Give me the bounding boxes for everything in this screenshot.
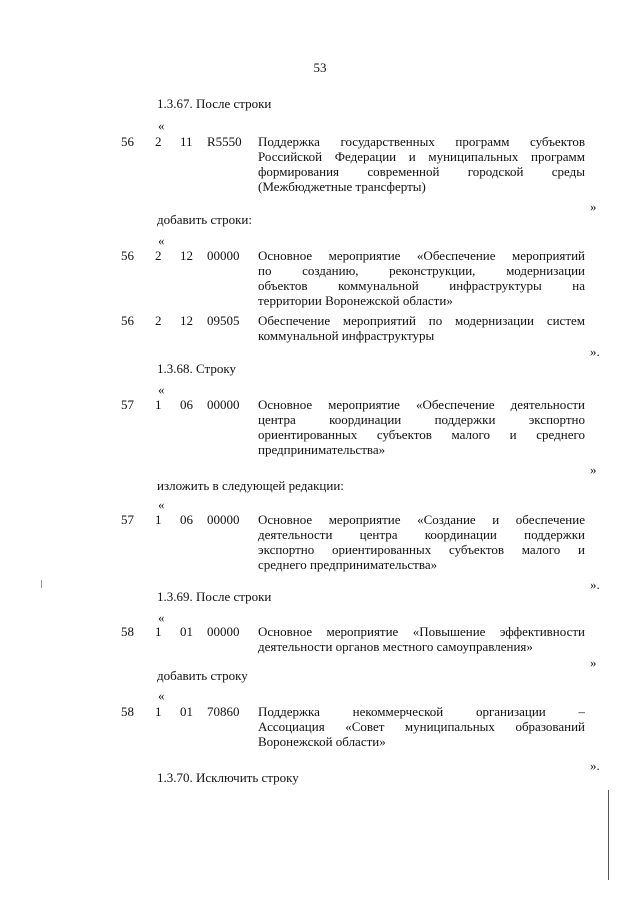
open-quote: « (158, 610, 165, 625)
page-number: 53 (313, 60, 327, 75)
instruction-text: 1.3.70. Исключить строку (157, 770, 299, 785)
row-description (258, 248, 585, 308)
code-section: 1 (155, 624, 162, 639)
description-line: по созданию, реконструкции, модернизации (258, 263, 585, 278)
description-line: среднего предпринимательства» (258, 557, 438, 572)
close-quote: » (590, 655, 597, 670)
code-item: R5550 (207, 134, 242, 149)
code-item: 70860 (207, 704, 240, 719)
row-number: 58 (121, 624, 134, 639)
row-number: 56 (121, 313, 134, 328)
description-line: Поддержка некоммерческой организации – (258, 704, 585, 719)
row-number: 56 (121, 248, 134, 263)
instruction-text: 1.3.69. После строки (157, 589, 272, 604)
description-line: предпринимательства» (258, 442, 386, 457)
description-line: Российской Федерации и муниципальных программ (258, 149, 585, 164)
description-line: объектов коммунальной инфраструктуры на (258, 278, 585, 293)
description-line: Обеспечение мероприятий по модернизации систем (258, 313, 585, 328)
row-number: 57 (121, 397, 134, 412)
code-item: 00000 (207, 624, 240, 639)
open-quote: « (158, 118, 165, 133)
code-subsection: 12 (180, 248, 193, 263)
description-line: Ассоциация «Совет муниципальных образований (258, 719, 585, 734)
code-subsection: 06 (180, 397, 193, 412)
row-number: 58 (121, 704, 134, 719)
description-line: Поддержка государственных программ субъектов (258, 134, 585, 149)
description-line: Основное мероприятие «Повышение эффективности (258, 624, 585, 639)
code-subsection: 01 (180, 624, 193, 639)
description-line: Воронежской области» (258, 734, 386, 749)
row-description (258, 134, 585, 194)
description-line: центра координации поддержки экспортно (258, 412, 585, 427)
close-quote: ». (590, 577, 600, 592)
row-description (258, 704, 585, 749)
code-section: 2 (155, 134, 162, 149)
code-section: 2 (155, 313, 162, 328)
description-line: формирования современной городской среды (258, 164, 585, 179)
open-quote: « (158, 382, 165, 397)
code-subsection: 06 (180, 512, 193, 527)
instruction-text: 1.3.68. Строку (157, 361, 236, 376)
open-quote: « (158, 497, 165, 512)
row-number: 56 (121, 134, 134, 149)
close-quote: ». (590, 344, 600, 359)
code-subsection: 11 (180, 134, 193, 149)
description-line: территории Воронежской области» (258, 293, 453, 308)
description-line: (Межбюджетные трансферты) (258, 179, 426, 194)
instruction-text: добавить строки: (157, 212, 252, 227)
code-subsection: 12 (180, 313, 193, 328)
instruction-text: добавить строку (157, 668, 248, 683)
scan-dot (41, 580, 42, 588)
description-line: Основное мероприятие «Обеспечение деятельности (258, 397, 585, 412)
code-subsection: 01 (180, 704, 193, 719)
description-line: ориентированных субъектов малого и среднего (258, 427, 585, 442)
code-item: 00000 (207, 397, 240, 412)
description-line: Основное мероприятие «Создание и обеспечение (258, 512, 585, 527)
description-line: экспортно ориентированных субъектов малого и (258, 542, 585, 557)
row-description (258, 512, 585, 572)
code-item: 00000 (207, 512, 240, 527)
description-line: Основное мероприятие «Обеспечение мероприятий (258, 248, 585, 263)
close-quote: ». (590, 758, 600, 773)
description-line: деятельности органов местного самоуправления» (258, 639, 533, 654)
scan-margin-mark (608, 790, 609, 880)
row-number: 57 (121, 512, 134, 527)
description-line: деятельности центра координации поддержки (258, 527, 585, 542)
open-quote: « (158, 688, 165, 703)
close-quote: » (590, 462, 597, 477)
instruction-text: изложить в следующей редакции: (157, 478, 344, 493)
code-item: 00000 (207, 248, 240, 263)
open-quote: « (158, 233, 165, 248)
row-description (258, 313, 585, 343)
code-section: 1 (155, 397, 162, 412)
instruction-text: 1.3.67. После строки (157, 96, 272, 111)
code-section: 2 (155, 248, 162, 263)
code-section: 1 (155, 512, 162, 527)
close-quote: » (590, 199, 597, 214)
description-line: коммунальной инфраструктуры (258, 328, 435, 343)
row-description (258, 397, 585, 457)
code-section: 1 (155, 704, 162, 719)
row-description (258, 624, 585, 654)
code-item: 09505 (207, 313, 240, 328)
